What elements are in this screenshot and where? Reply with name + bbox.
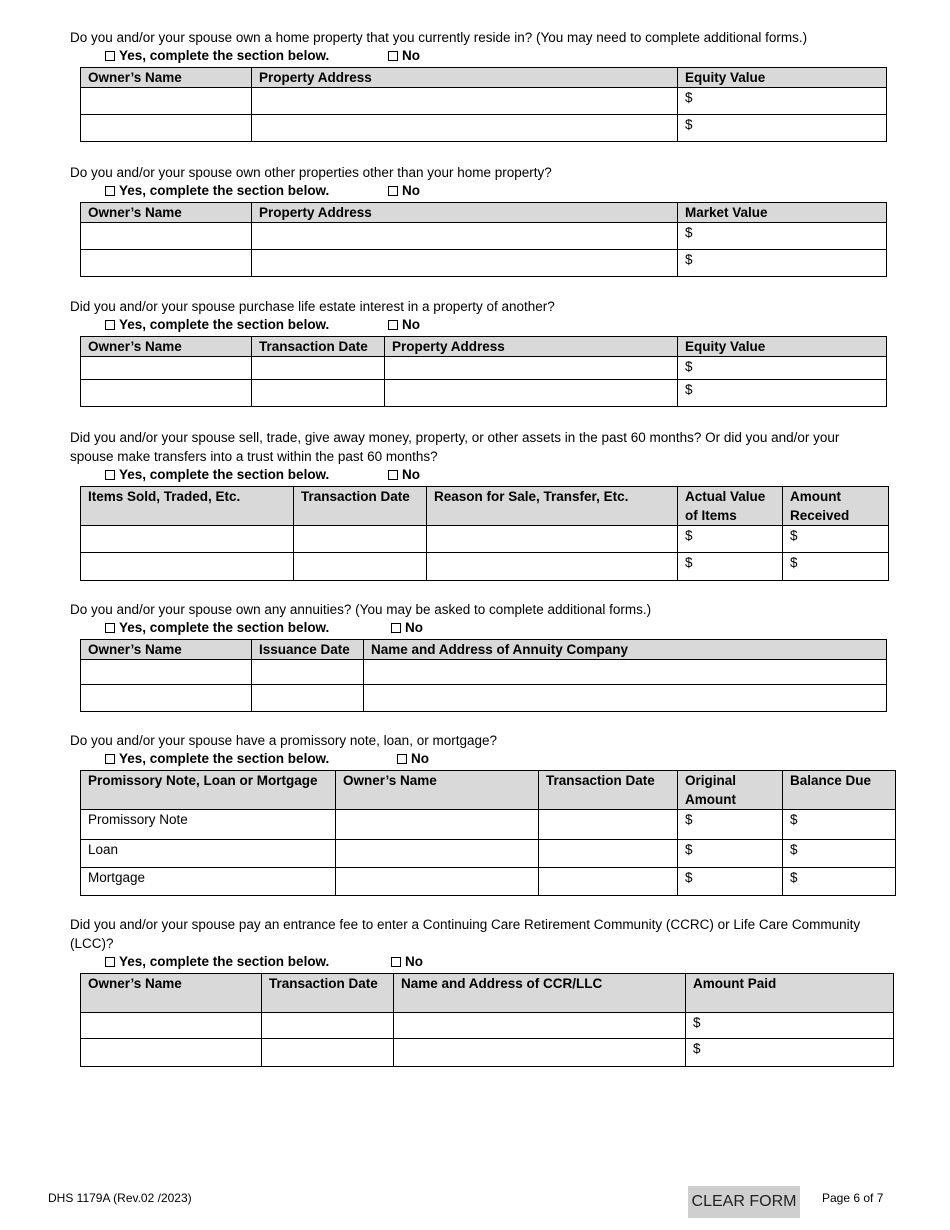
yes-checkbox[interactable]	[105, 320, 115, 330]
no-checkbox[interactable]	[388, 51, 398, 61]
no-option[interactable]: No	[388, 317, 420, 332]
ccrc-fee-table	[80, 973, 894, 1067]
amount-received-cell[interactable]: $	[783, 526, 889, 553]
property-address-cell[interactable]	[252, 250, 678, 277]
issuance-date-cell[interactable]	[252, 685, 364, 712]
transaction-date-cell[interactable]	[294, 526, 427, 553]
yes-no-choices	[105, 182, 887, 202]
amount-paid-cell[interactable]: $	[686, 1013, 894, 1039]
original-amount-cell[interactable]: $	[678, 810, 783, 840]
header-note-type: Promissory Note, Loan or Mortgage	[81, 771, 336, 810]
reason-cell[interactable]	[427, 526, 678, 553]
ccr-name-address-cell[interactable]	[394, 1039, 686, 1067]
transaction-date-cell[interactable]	[539, 868, 678, 896]
owner-name-cell[interactable]	[81, 685, 252, 712]
owner-name-cell[interactable]	[81, 88, 252, 115]
yes-option[interactable]: Yes, complete the section below.	[105, 467, 329, 482]
no-option[interactable]: No	[388, 48, 420, 63]
other-properties-table	[80, 202, 887, 277]
home-property-table	[80, 67, 887, 142]
no-option[interactable]: No	[388, 183, 420, 198]
owner-name-cell[interactable]	[81, 357, 252, 380]
section-life-estate	[70, 297, 887, 407]
owner-name-cell[interactable]	[81, 380, 252, 407]
yes-no-choices	[105, 466, 889, 486]
header-transaction-date: Transaction Date	[539, 771, 678, 810]
yes-checkbox[interactable]	[105, 51, 115, 61]
yes-checkbox[interactable]	[105, 470, 115, 480]
table-row	[81, 868, 896, 896]
annuity-company-cell[interactable]	[364, 685, 887, 712]
owner-name-cell[interactable]	[336, 868, 539, 896]
owner-name-cell[interactable]	[81, 250, 252, 277]
yes-no-choices	[105, 750, 896, 770]
yes-checkbox[interactable]	[105, 186, 115, 196]
no-option[interactable]: No	[388, 467, 420, 482]
table-row	[81, 526, 889, 553]
table-row	[81, 1013, 894, 1039]
owner-name-cell[interactable]	[81, 660, 252, 685]
table-row	[81, 840, 896, 868]
header-annuity-company: Name and Address of Annuity Company	[364, 640, 887, 660]
table-row	[81, 380, 887, 407]
actual-value-cell[interactable]: $	[678, 526, 783, 553]
transaction-date-cell[interactable]	[252, 357, 385, 380]
table-row	[81, 553, 889, 581]
transaction-date-cell[interactable]	[539, 810, 678, 840]
question-other-properties: Do you and/or your spouse own other properties other than your home property?	[70, 165, 552, 180]
section-home-property	[70, 28, 887, 142]
owner-name-cell[interactable]	[81, 223, 252, 250]
table-row	[81, 660, 887, 685]
yes-option[interactable]: Yes, complete the section below.	[105, 620, 329, 635]
question-asset-transfers: Did you and/or your spouse sell, trade, give away money, property, or other assets in the past 60 months? Or did you and/or your spouse make transfers into a trust within the past 60 months?	[70, 430, 840, 464]
owner-name-cell[interactable]	[81, 1039, 262, 1067]
header-owners-name: Owner’s Name	[336, 771, 539, 810]
header-amount-paid: Amount Paid	[686, 974, 894, 1013]
header-market-value: Market Value	[678, 203, 887, 223]
table-row	[81, 685, 887, 712]
page-number: Page 6 of 7	[822, 1191, 884, 1205]
market-value-cell[interactable]: $	[678, 223, 887, 250]
item-cell[interactable]	[81, 526, 294, 553]
reason-cell[interactable]	[427, 553, 678, 581]
promissory-note-table	[80, 770, 896, 896]
amount-received-cell[interactable]: $	[783, 553, 889, 581]
no-checkbox[interactable]	[391, 957, 401, 967]
yes-checkbox[interactable]	[105, 623, 115, 633]
property-address-cell[interactable]	[252, 88, 678, 115]
header-equity-value: Equity Value	[678, 68, 887, 88]
yes-no-choices	[105, 316, 887, 336]
yes-no-choices	[105, 619, 887, 639]
table-row	[81, 115, 887, 142]
header-equity-value: Equity Value	[678, 337, 887, 357]
equity-value-cell[interactable]: $	[678, 115, 887, 142]
transaction-date-cell[interactable]	[262, 1039, 394, 1067]
annuities-table	[80, 639, 887, 712]
question-ccrc-fee: Did you and/or your spouse pay an entrance fee to enter a Continuing Care Retirement Community (CCRC) or Life Care Community (LCC)?	[70, 917, 861, 951]
amount-paid-cell[interactable]: $	[686, 1039, 894, 1067]
row-label-promissory-note: Promissory Note	[81, 810, 336, 840]
annuity-company-cell[interactable]	[364, 660, 887, 685]
table-row	[81, 250, 887, 277]
market-value-cell[interactable]: $	[678, 250, 887, 277]
header-actual-value: Actual Value of Items	[678, 487, 783, 526]
table-row	[81, 357, 887, 380]
yes-option[interactable]: Yes, complete the section below.	[105, 954, 329, 969]
property-address-cell[interactable]	[252, 223, 678, 250]
question-life-estate: Did you and/or your spouse purchase life estate interest in a property of another?	[70, 299, 555, 314]
property-address-cell[interactable]	[385, 380, 678, 407]
original-amount-cell[interactable]: $	[678, 840, 783, 868]
table-row	[81, 1039, 894, 1067]
section-asset-transfers	[70, 428, 889, 581]
question-home-property: Do you and/or your spouse own a home property that you currently reside in? (You may need to complete additional forms.)	[70, 30, 808, 45]
transaction-date-cell[interactable]	[539, 840, 678, 868]
yes-no-choices	[105, 953, 894, 973]
no-option[interactable]: No	[391, 954, 423, 969]
header-owners-name: Owner’s Name	[81, 974, 262, 1013]
yes-checkbox[interactable]	[105, 957, 115, 967]
header-owners-name: Owner’s Name	[81, 337, 252, 357]
table-row	[81, 223, 887, 250]
header-property-address: Property Address	[252, 68, 678, 88]
section-other-properties	[70, 163, 887, 277]
no-checkbox[interactable]	[388, 186, 398, 196]
section-ccrc-fee	[70, 915, 894, 1067]
owner-name-cell[interactable]	[336, 840, 539, 868]
no-checkbox[interactable]	[391, 623, 401, 633]
transaction-date-cell[interactable]	[262, 1013, 394, 1039]
owner-name-cell[interactable]	[81, 1013, 262, 1039]
no-checkbox[interactable]	[388, 320, 398, 330]
header-original-amount: Original Amount	[678, 771, 783, 810]
property-address-cell[interactable]	[385, 357, 678, 380]
yes-option[interactable]: Yes, complete the section below.	[105, 751, 329, 766]
header-reason-for-sale: Reason for Sale, Transfer, Etc.	[427, 487, 678, 526]
equity-value-cell[interactable]: $	[678, 380, 887, 407]
equity-value-cell[interactable]: $	[678, 88, 887, 115]
section-annuities	[70, 600, 887, 712]
transaction-date-cell[interactable]	[294, 553, 427, 581]
yes-checkbox[interactable]	[105, 754, 115, 764]
no-option[interactable]: No	[397, 751, 429, 766]
row-label-loan: Loan	[81, 840, 336, 868]
form-id: DHS 1179A (Rev.02 /2023)	[48, 1191, 192, 1205]
property-address-cell[interactable]	[252, 115, 678, 142]
yes-no-choices	[105, 47, 887, 67]
header-issuance-date: Issuance Date	[252, 640, 364, 660]
original-amount-cell[interactable]: $	[678, 868, 783, 896]
item-cell[interactable]	[81, 553, 294, 581]
clear-form-button[interactable]: CLEAR FORM	[688, 1186, 800, 1218]
life-estate-table	[80, 336, 887, 407]
balance-due-cell[interactable]: $	[783, 868, 896, 896]
balance-due-cell[interactable]: $	[783, 840, 896, 868]
yes-option[interactable]: Yes, complete the section below.	[105, 317, 329, 332]
balance-due-cell[interactable]: $	[783, 810, 896, 840]
no-checkbox[interactable]	[388, 470, 398, 480]
header-items-sold: Items Sold, Traded, Etc.	[81, 487, 294, 526]
asset-transfers-table	[80, 486, 889, 581]
header-owners-name: Owner’s Name	[81, 68, 252, 88]
question-promissory-note: Do you and/or your spouse have a promissory note, loan, or mortgage?	[70, 733, 497, 748]
section-promissory-note	[70, 731, 896, 896]
row-label-mortgage: Mortgage	[81, 868, 336, 896]
header-transaction-date: Transaction Date	[262, 974, 394, 1013]
header-owners-name: Owner’s Name	[81, 203, 252, 223]
header-balance-due: Balance Due	[783, 771, 896, 810]
no-checkbox[interactable]	[397, 754, 407, 764]
equity-value-cell[interactable]: $	[678, 357, 887, 380]
header-owners-name: Owner’s Name	[81, 640, 252, 660]
yes-option[interactable]: Yes, complete the section below.	[105, 183, 329, 198]
header-property-address: Property Address	[252, 203, 678, 223]
header-transaction-date: Transaction Date	[294, 487, 427, 526]
header-ccr-name-address: Name and Address of CCR/LLC	[394, 974, 686, 1013]
header-property-address: Property Address	[385, 337, 678, 357]
actual-value-cell[interactable]: $	[678, 553, 783, 581]
owner-name-cell[interactable]	[336, 810, 539, 840]
question-annuities: Do you and/or your spouse own any annuities? (You may be asked to complete additional forms.)	[70, 602, 652, 617]
table-row	[81, 810, 896, 840]
header-transaction-date: Transaction Date	[252, 337, 385, 357]
header-amount-received: Amount Received	[783, 487, 889, 526]
table-row	[81, 88, 887, 115]
transaction-date-cell[interactable]	[252, 380, 385, 407]
no-option[interactable]: No	[391, 620, 423, 635]
yes-option[interactable]: Yes, complete the section below.	[105, 48, 329, 63]
ccr-name-address-cell[interactable]	[394, 1013, 686, 1039]
owner-name-cell[interactable]	[81, 115, 252, 142]
issuance-date-cell[interactable]	[252, 660, 364, 685]
